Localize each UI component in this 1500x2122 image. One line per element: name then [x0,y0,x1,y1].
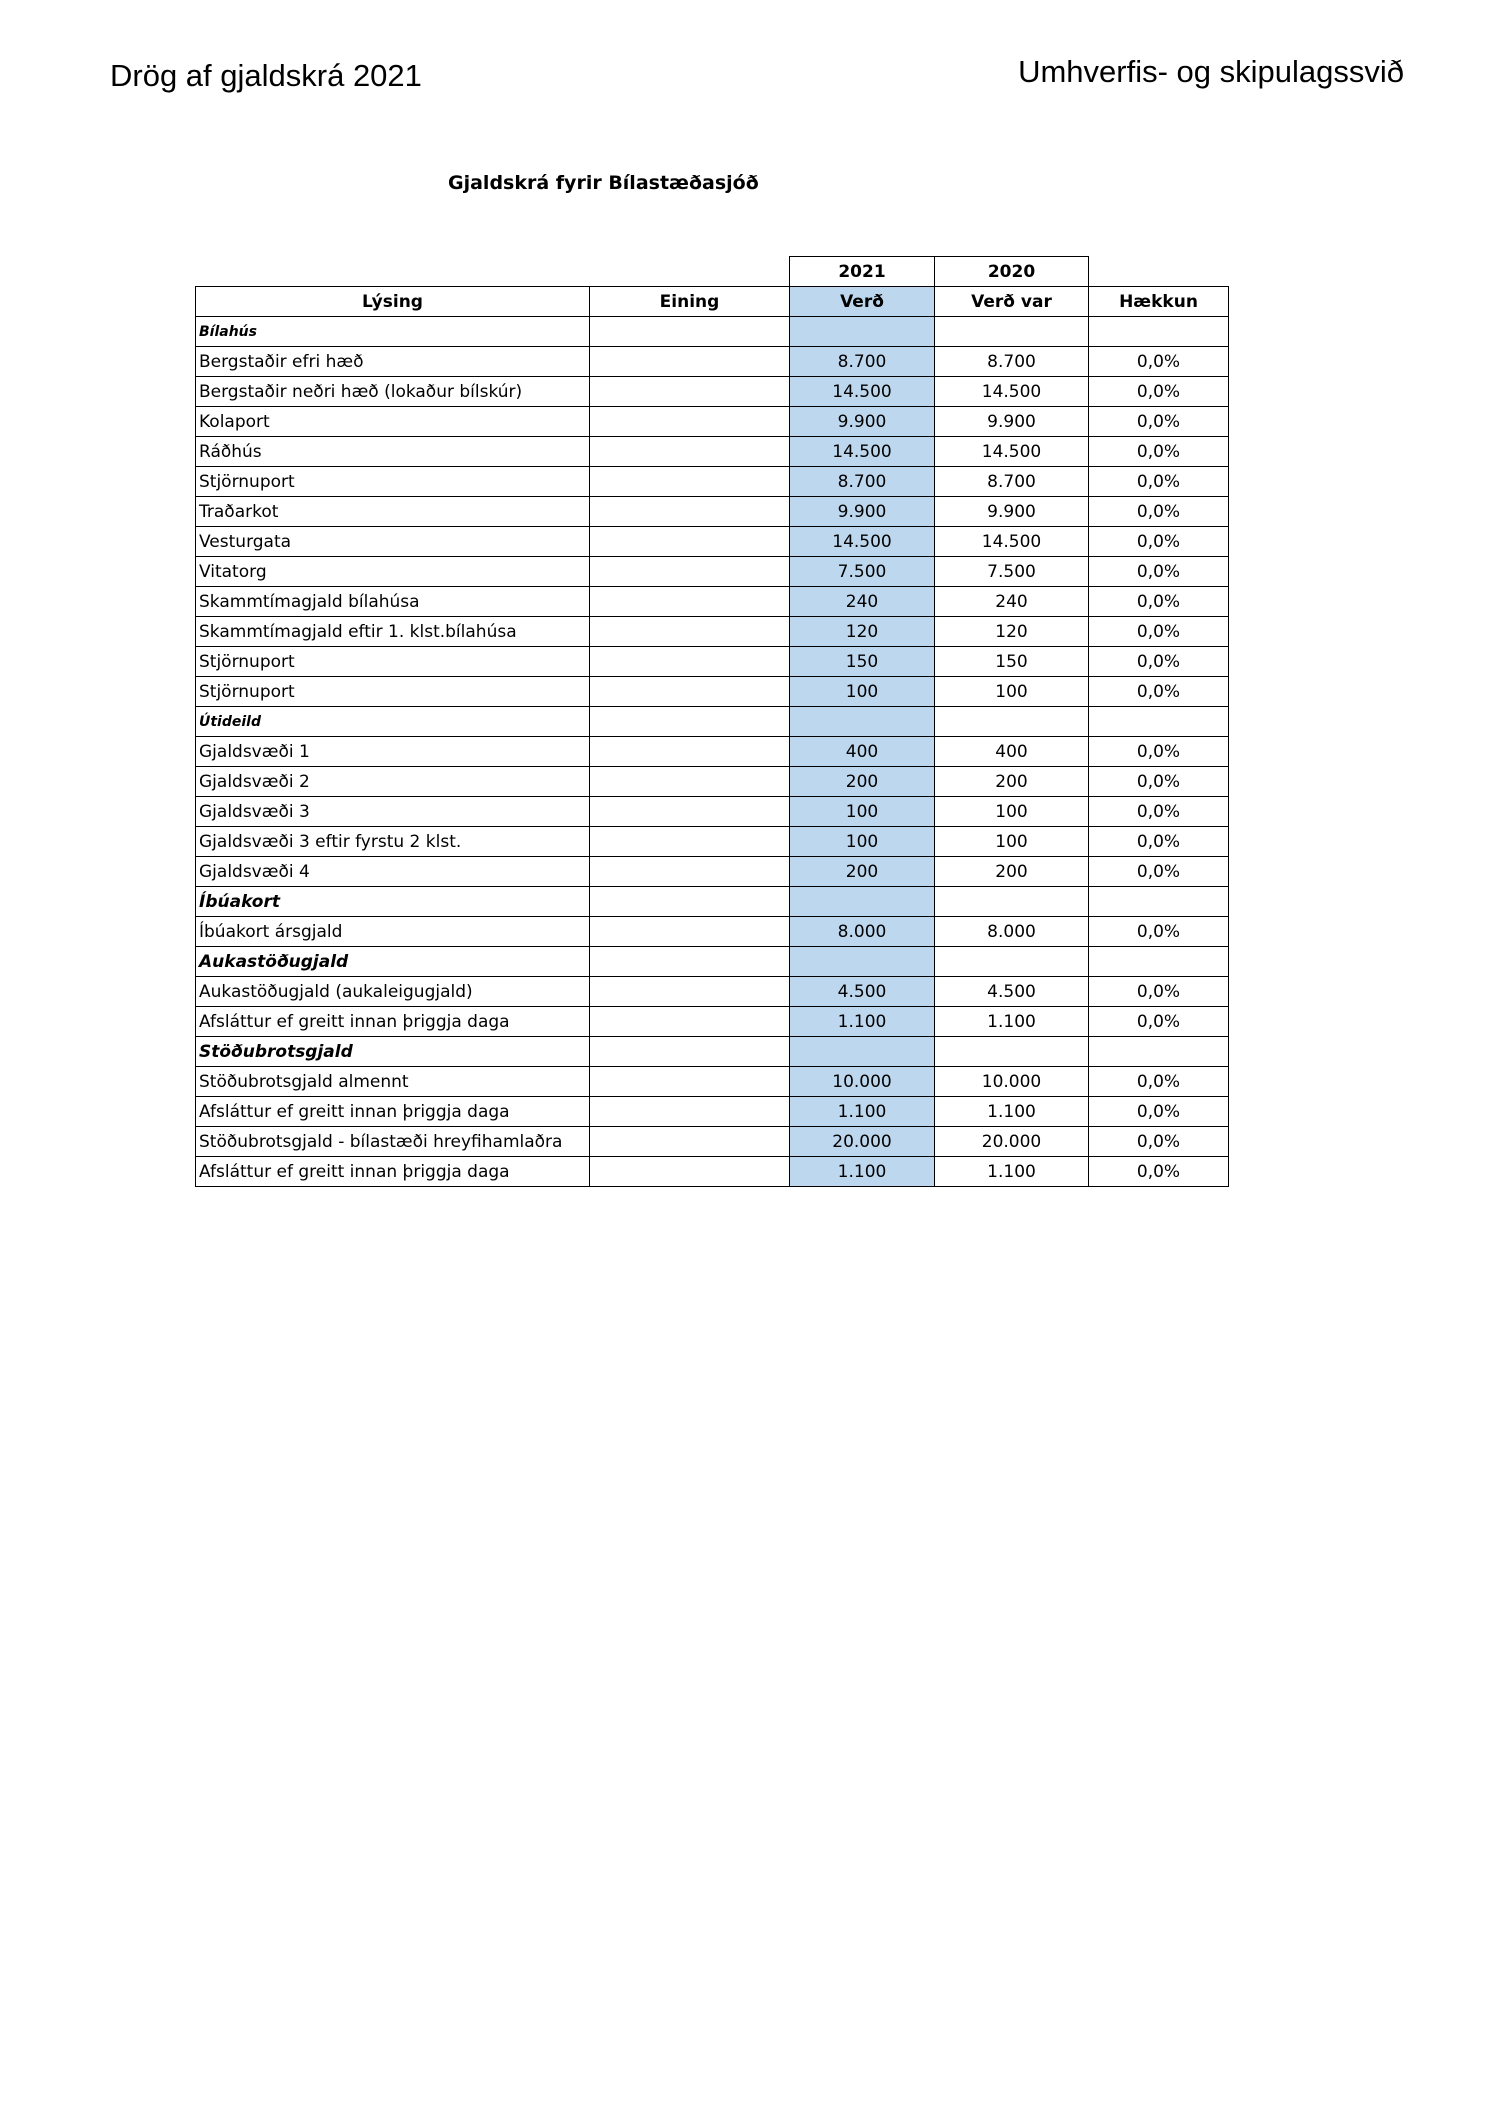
row-price-2020: 7.500 [935,557,1089,587]
row-unit [590,587,790,617]
section-unit-cell [590,947,790,977]
section-title: Aukastöðugjald [196,947,590,977]
section-price-cell [790,317,935,347]
row-increase: 0,0% [1089,527,1229,557]
row-price-2021: 14.500 [790,437,935,467]
row-price-2020: 9.900 [935,497,1089,527]
row-description: Íbúakort ársgjald [196,917,590,947]
row-unit [590,827,790,857]
row-increase: 0,0% [1089,497,1229,527]
table-row [196,587,1229,617]
row-price-2021: 8.700 [790,467,935,497]
col-header-price: Verð [790,287,935,317]
row-price-2020: 120 [935,617,1089,647]
row-description: Afsláttur ef greitt innan þriggja daga [196,1007,590,1037]
row-increase: 0,0% [1089,977,1229,1007]
row-description: Stöðubrotsgjald almennt [196,1067,590,1097]
row-description: Afsláttur ef greitt innan þriggja daga [196,1157,590,1187]
row-increase: 0,0% [1089,917,1229,947]
row-price-2020: 10.000 [935,1067,1089,1097]
row-description: Skammtímagjald eftir 1. klst.bílahúsa [196,617,590,647]
row-increase: 0,0% [1089,587,1229,617]
section-price-cell [790,887,935,917]
row-description: Stjörnuport [196,467,590,497]
row-price-2020: 8.700 [935,347,1089,377]
section-prev-cell [935,707,1089,737]
row-price-2021: 120 [790,617,935,647]
table-row [196,1007,1229,1037]
col-header-increase: Hækkun [1089,287,1229,317]
row-price-2020: 9.900 [935,407,1089,437]
row-price-2020: 240 [935,587,1089,617]
section-inc-cell [1089,947,1229,977]
table-row [196,347,1229,377]
year-previous: 2020 [935,257,1089,287]
row-increase: 0,0% [1089,857,1229,887]
section-unit-cell [590,1037,790,1067]
table-row [196,1067,1229,1097]
section-prev-cell [935,887,1089,917]
row-unit [590,1127,790,1157]
row-price-2020: 100 [935,827,1089,857]
row-unit [590,557,790,587]
section-price-cell [790,947,935,977]
row-price-2021: 9.900 [790,407,935,437]
section-title: Íbúakort [196,887,590,917]
row-unit [590,1007,790,1037]
row-description: Skammtímagjald bílahúsa [196,587,590,617]
row-description: Gjaldsvæði 4 [196,857,590,887]
row-price-2021: 100 [790,827,935,857]
table-row [196,377,1229,407]
section-prev-cell [935,317,1089,347]
row-price-2020: 150 [935,647,1089,677]
row-increase: 0,0% [1089,677,1229,707]
row-price-2020: 14.500 [935,377,1089,407]
header-right-department: Umhverfis- og skipulagssvið [1018,54,1404,89]
row-price-2021: 14.500 [790,527,935,557]
row-price-2021: 150 [790,647,935,677]
col-header-previous-price: Verð var [935,287,1089,317]
row-description: Gjaldsvæði 3 [196,797,590,827]
row-unit [590,347,790,377]
row-price-2021: 1.100 [790,1007,935,1037]
row-increase: 0,0% [1089,377,1229,407]
table-row [196,677,1229,707]
section-header-row [196,317,1229,347]
row-description: Ráðhús [196,437,590,467]
fee-table [195,256,1229,1187]
table-row [196,857,1229,887]
table-row [196,617,1229,647]
row-unit [590,767,790,797]
row-price-2020: 1.100 [935,1097,1089,1127]
col-header-description: Lýsing [196,287,590,317]
section-unit-cell [590,707,790,737]
section-inc-cell [1089,887,1229,917]
table-row [196,917,1229,947]
row-price-2021: 100 [790,797,935,827]
row-price-2021: 10.000 [790,1067,935,1097]
row-increase: 0,0% [1089,407,1229,437]
section-unit-cell [590,887,790,917]
col-header-unit: Eining [590,287,790,317]
row-increase: 0,0% [1089,797,1229,827]
row-price-2021: 4.500 [790,977,935,1007]
row-unit [590,1097,790,1127]
row-description: Bergstaðir efri hæð [196,347,590,377]
table-row [196,1157,1229,1187]
column-header-row [196,287,1229,317]
section-inc-cell [1089,707,1229,737]
row-increase: 0,0% [1089,1157,1229,1187]
row-description: Gjaldsvæði 2 [196,767,590,797]
row-price-2021: 9.900 [790,497,935,527]
row-price-2020: 14.500 [935,437,1089,467]
section-title: Bílahús [196,317,590,347]
table-row [196,557,1229,587]
table-row [196,977,1229,1007]
row-unit [590,737,790,767]
fee-table-body [196,317,1229,1187]
table-row [196,1097,1229,1127]
row-increase: 0,0% [1089,1007,1229,1037]
row-unit [590,977,790,1007]
table-row [196,407,1229,437]
row-description: Afsláttur ef greitt innan þriggja daga [196,1097,590,1127]
row-unit [590,1157,790,1187]
section-title: Útideild [196,707,590,737]
row-price-2021: 200 [790,857,935,887]
row-price-2020: 4.500 [935,977,1089,1007]
row-description: Traðarkot [196,497,590,527]
section-prev-cell [935,947,1089,977]
row-increase: 0,0% [1089,617,1229,647]
row-price-2021: 200 [790,767,935,797]
row-price-2021: 1.100 [790,1097,935,1127]
row-increase: 0,0% [1089,767,1229,797]
section-price-cell [790,707,935,737]
row-description: Vesturgata [196,527,590,557]
table-row [196,647,1229,677]
row-unit [590,377,790,407]
row-increase: 0,0% [1089,1067,1229,1097]
row-description: Vitatorg [196,557,590,587]
row-price-2020: 100 [935,797,1089,827]
section-price-cell [790,1037,935,1067]
row-unit [590,677,790,707]
row-price-2020: 1.100 [935,1007,1089,1037]
section-header-row [196,707,1229,737]
section-unit-cell [590,317,790,347]
table-row [196,797,1229,827]
table-row [196,767,1229,797]
row-price-2020: 8.000 [935,917,1089,947]
row-unit [590,527,790,557]
table-row [196,527,1229,557]
row-unit [590,917,790,947]
row-price-2020: 20.000 [935,1127,1089,1157]
row-increase: 0,0% [1089,1097,1229,1127]
document-title: Gjaldskrá fyrir Bílastæðasjóð [448,172,759,194]
row-description: Bergstaðir neðri hæð (lokaður bílskúr) [196,377,590,407]
section-prev-cell [935,1037,1089,1067]
row-price-2021: 14.500 [790,377,935,407]
section-inc-cell [1089,317,1229,347]
row-unit [590,437,790,467]
row-price-2020: 100 [935,677,1089,707]
row-price-2021: 240 [790,587,935,617]
row-price-2021: 20.000 [790,1127,935,1157]
row-increase: 0,0% [1089,557,1229,587]
section-inc-cell [1089,1037,1229,1067]
row-price-2021: 8.700 [790,347,935,377]
row-increase: 0,0% [1089,827,1229,857]
row-price-2020: 200 [935,857,1089,887]
row-unit [590,497,790,527]
section-header-row [196,947,1229,977]
row-price-2020: 14.500 [935,527,1089,557]
table-row [196,467,1229,497]
row-description: Stjörnuport [196,677,590,707]
row-price-2020: 400 [935,737,1089,767]
table-row [196,737,1229,767]
table-row [196,827,1229,857]
row-unit [590,617,790,647]
year-current: 2021 [790,257,935,287]
row-increase: 0,0% [1089,437,1229,467]
row-price-2020: 1.100 [935,1157,1089,1187]
row-description: Gjaldsvæði 1 [196,737,590,767]
row-increase: 0,0% [1089,737,1229,767]
section-header-row [196,1037,1229,1067]
row-unit [590,857,790,887]
row-price-2021: 8.000 [790,917,935,947]
header-left-title: Drög af gjaldskrá 2021 [110,58,422,93]
row-price-2020: 200 [935,767,1089,797]
section-header-row [196,887,1229,917]
row-description: Gjaldsvæði 3 eftir fyrstu 2 klst. [196,827,590,857]
section-title: Stöðubrotsgjald [196,1037,590,1067]
row-price-2021: 400 [790,737,935,767]
table-row [196,1127,1229,1157]
row-unit [590,1067,790,1097]
row-description: Stöðubrotsgjald - bílastæði hreyfihamlaðra [196,1127,590,1157]
row-description: Stjörnuport [196,647,590,677]
row-description: Kolaport [196,407,590,437]
year-row [196,257,1229,287]
table-row [196,437,1229,467]
row-price-2021: 100 [790,677,935,707]
row-price-2020: 8.700 [935,467,1089,497]
row-description: Aukastöðugjald (aukaleigugjald) [196,977,590,1007]
table-row [196,497,1229,527]
row-unit [590,407,790,437]
row-increase: 0,0% [1089,647,1229,677]
row-price-2021: 7.500 [790,557,935,587]
row-increase: 0,0% [1089,347,1229,377]
row-price-2021: 1.100 [790,1157,935,1187]
row-increase: 0,0% [1089,467,1229,497]
row-increase: 0,0% [1089,1127,1229,1157]
row-unit [590,647,790,677]
row-unit [590,797,790,827]
row-unit [590,467,790,497]
